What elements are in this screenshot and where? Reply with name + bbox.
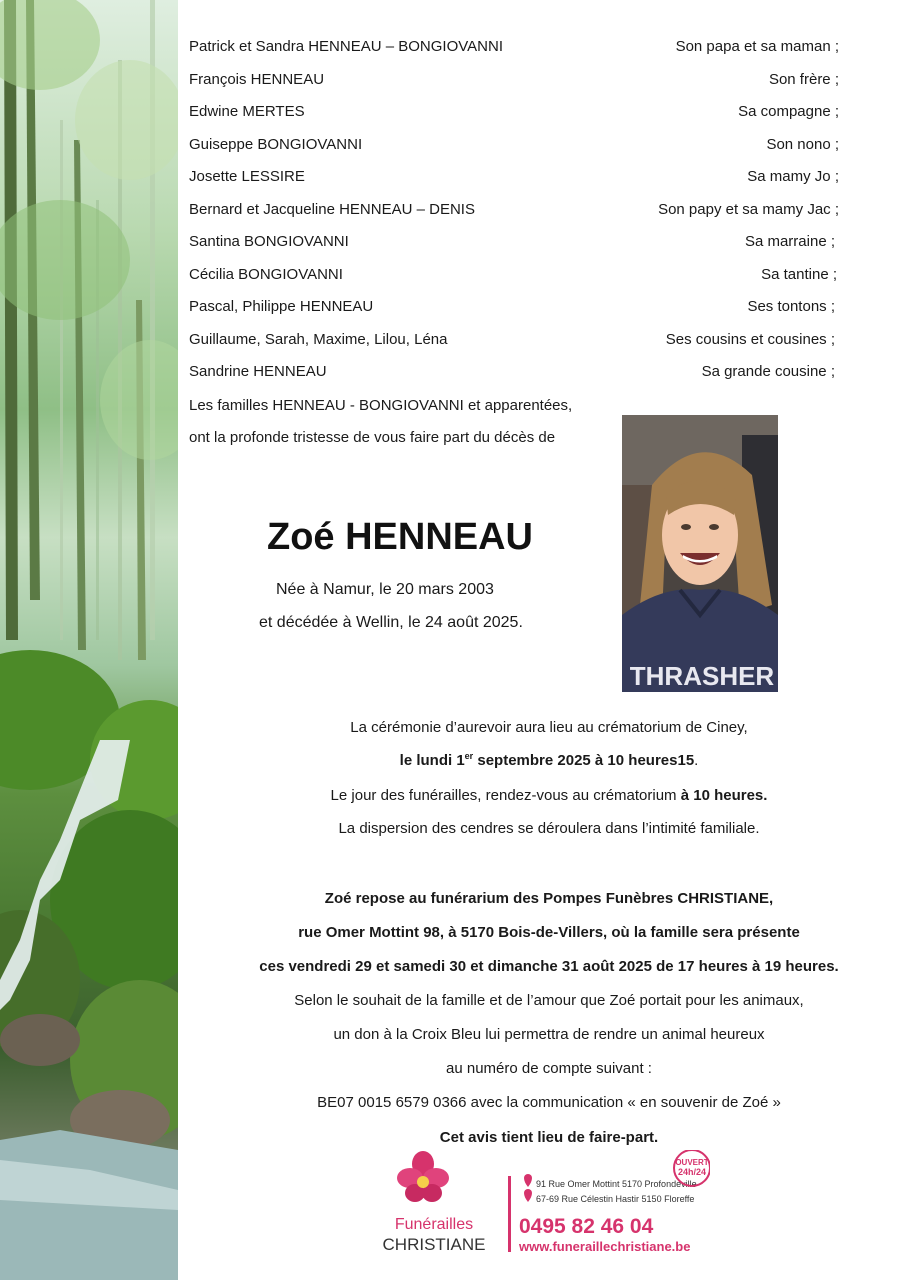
visit-line: rue Omer Mottint 98, à 5170 Bois-de-Villers, où la famille sera présente xyxy=(298,924,800,941)
brand-top: Funérailles xyxy=(394,1216,474,1233)
ceremony-date-sup: er xyxy=(464,751,474,761)
family-relation: Son nono ; xyxy=(766,136,839,153)
family-name: Santina BONGIOVANNI xyxy=(189,233,349,250)
family-relation: Sa tantine ; xyxy=(761,266,837,283)
family-row xyxy=(189,69,839,91)
open-label: OUVERT xyxy=(675,1158,709,1167)
ceremony-date-b: septembre 2025 à 10 heures15 xyxy=(473,752,695,769)
ceremony-meet-b: à 10 heures. xyxy=(680,787,768,804)
location-pin-icon xyxy=(524,1174,532,1187)
ceremony-meet xyxy=(190,785,905,807)
family-row xyxy=(189,134,839,156)
donation-line: Selon le souhait de la famille et de l’amour que Zoé portait pour les animaux, xyxy=(294,992,804,1009)
address-line: 67-69 Rue Célestin Hastir 5150 Floreffe xyxy=(536,1194,695,1204)
birth-line: Née à Namur, le 20 mars 2003 xyxy=(276,581,494,598)
family-name: Bernard et Jacqueline HENNEAU – DENIS xyxy=(189,201,475,218)
portrait-photo xyxy=(622,415,778,692)
family-name: Guiseppe BONGIOVANNI xyxy=(189,136,363,153)
family-row xyxy=(189,264,837,286)
family-relation: Sa compagne ; xyxy=(738,103,839,120)
ceremony-line: La cérémonie d’aurevoir aura lieu au crématorium de Ciney, xyxy=(350,719,748,736)
family-name: Cécilia BONGIOVANNI xyxy=(189,266,343,283)
family-relation: Son papa et sa maman ; xyxy=(675,38,839,55)
ceremony-date-a: le lundi 1 xyxy=(399,752,465,769)
visit-line: ces vendredi 29 et samedi 30 et dimanche 31 août 2025 de 17 heures à 19 heures. xyxy=(259,958,839,975)
family-row xyxy=(189,329,835,351)
ceremony-meet-a: Le jour des funérailles, rendez-vous au crématorium xyxy=(330,787,681,804)
account-line: BE07 0015 6579 0366 avec la communication « en souvenir de Zoé » xyxy=(317,1094,781,1111)
deceased-name: Zoé HENNEAU xyxy=(266,516,534,558)
family-row xyxy=(189,231,835,253)
ceremony-date-c: . xyxy=(694,752,699,769)
funeral-home-logo xyxy=(380,1150,710,1260)
family-name: Guillaume, Sarah, Maxime, Lilou, Léna xyxy=(189,331,448,348)
family-relation: Ses cousins et cousines ; xyxy=(665,331,835,348)
open-hours: 24h/24 xyxy=(677,1167,707,1177)
family-relation: Sa mamy Jo ; xyxy=(747,168,839,185)
family-name: Edwine MERTES xyxy=(189,103,305,120)
family-relation: Son papy et sa mamy Jac ; xyxy=(658,201,839,218)
family-relation: Ses tontons ; xyxy=(747,298,835,315)
donation-line: au numéro de compte suivant : xyxy=(446,1060,652,1077)
family-name: François HENNEAU xyxy=(189,71,325,88)
location-pin-icon xyxy=(524,1189,532,1202)
ceremony-line: La dispersion des cendres se déroulera dans l’intimité familiale. xyxy=(338,820,760,837)
logo-divider xyxy=(508,1176,511,1252)
family-name: Patrick et Sandra HENNEAU – BONGIOVANNI xyxy=(189,38,503,55)
family-row xyxy=(189,199,839,221)
forest-image xyxy=(0,0,178,1280)
family-row xyxy=(189,361,835,383)
family-relation: Sa grande cousine ; xyxy=(701,363,835,380)
brand-bottom: CHRISTIANE xyxy=(382,1235,486,1254)
family-row xyxy=(189,166,839,188)
website-link: www.funeraillechristiane.be xyxy=(519,1239,691,1254)
phone-number: 0495 82 46 04 xyxy=(519,1215,654,1238)
death-line: et décédée à Wellin, le 24 août 2025. xyxy=(259,614,523,631)
family-row xyxy=(189,36,839,58)
ceremony-date xyxy=(190,750,905,772)
family-name: Sandrine HENNEAU xyxy=(189,363,327,380)
family-relation: Son frère ; xyxy=(768,71,839,88)
family-name: Josette LESSIRE xyxy=(189,168,305,185)
address-line: 91 Rue Omer Mottint 5170 Profondeville xyxy=(536,1179,697,1189)
family-relation: Sa marraine ; xyxy=(744,233,835,250)
intro-line: ont la profonde tristesse de vous faire part du décès de xyxy=(189,429,556,446)
family-row xyxy=(189,101,839,123)
family-name: Pascal, Philippe HENNEAU xyxy=(189,298,374,315)
notice-line: Cet avis tient lieu de faire-part. xyxy=(439,1129,659,1146)
shirt-logo: THRASHER xyxy=(629,661,775,691)
intro-line: Les familles HENNEAU - BONGIOVANNI et apparentées, xyxy=(189,397,573,414)
donation-line: un don à la Croix Bleu lui permettra de rendre un animal heureux xyxy=(333,1026,765,1043)
visit-line: Zoé repose au funérarium des Pompes Funèbres CHRISTIANE, xyxy=(324,890,774,907)
family-row xyxy=(189,296,835,318)
orchid-icon xyxy=(397,1151,449,1202)
